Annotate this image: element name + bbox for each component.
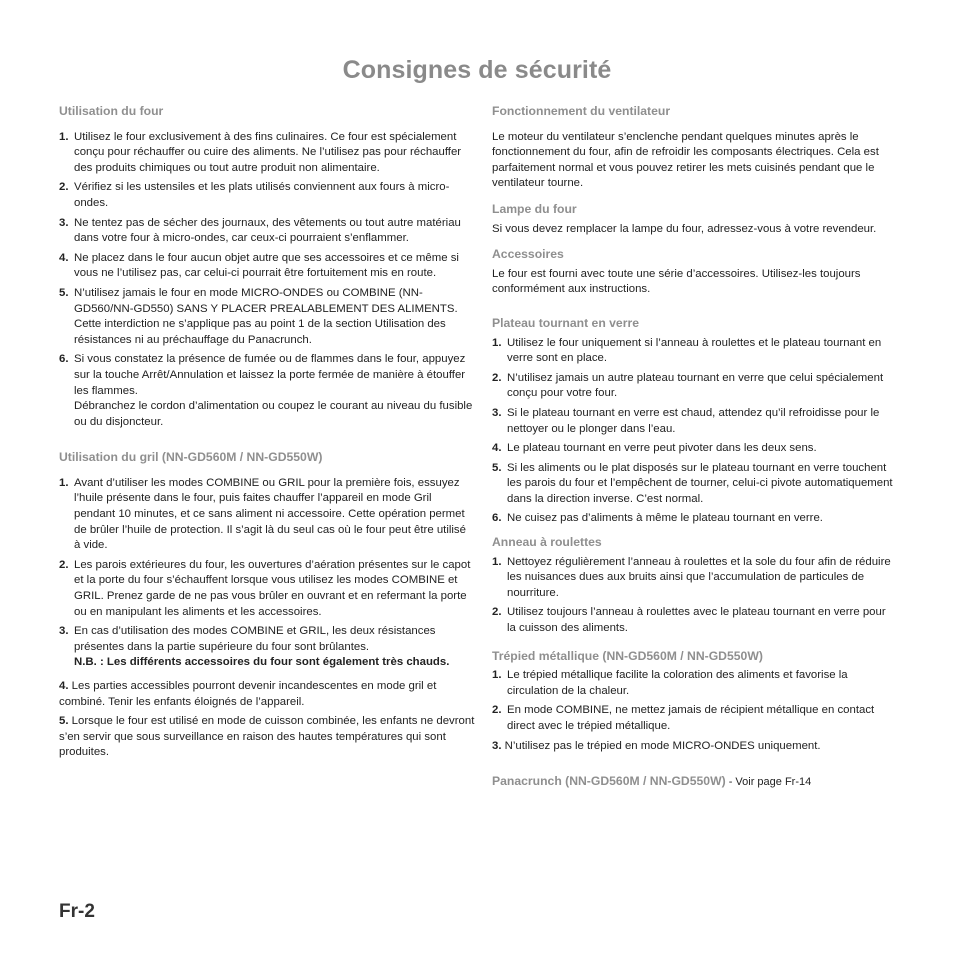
panacrunch-line xyxy=(492,774,896,791)
section-title-plateau: Plateau tournant en verre xyxy=(492,315,639,330)
section-title-trepied: Trépied métallique (NN-GD560M / NN-GD550W) xyxy=(492,648,763,663)
section-title-panacrunch: Panacrunch (NN-GD560M / NN-GD550W) xyxy=(492,774,726,789)
list-item: 1. Avant d’utiliser les modes COMBINE ou GRIL pour la première fois, essuyez l’huile présente dans le four, puis faites chauffer l’appareil en mode Gril pendant 10 minutes, et ce sans aliment ni accessoire. Cette opération permet de brûler l’huile de protection. Il s’agit là du seul cas où le four peut être utilisé à vide. xyxy=(59,476,466,552)
list-item: 1. Utilisez le four exclusivement à des fins culinaires. Ce four est spécialement conçu pour réchauffer ou cuire des aliments. Ne l’utilisez pas pour réchauffer des produits chimiques ou tout autre produit non alimentaire. xyxy=(59,130,462,174)
section-title-lampe: Lampe du four xyxy=(492,201,577,216)
right-column xyxy=(492,104,896,791)
list-item: 5. N’utilisez jamais le four en mode MICRO-ONDES ou COMBINE (NN-GD560/NN-GD550) SANS Y PLACER PREALABLEMENT DES ALIMENTS. Cette interdiction ne s’applique pas au point 1 de la section Utilisation des résistances ni au préchauffage du Panacrunch. xyxy=(59,286,458,346)
list-item: 3. Ne tentez pas de sécher des journaux, des vêtements ou tout autre matériau dans votre four à micro-ondes, car ceux-ci pourraient s’enflammer. xyxy=(59,216,461,245)
paragraph-ventilateur: Le moteur du ventilateur s’enclenche pendant quelques minutes après le fonctionnement du four, afin de refroidir les composants électriques. Cela est parfaitement normal et vous pouvez retirer les mets cuisinés pendant que le ventilateur tourne. xyxy=(492,130,879,190)
list-trepied-continued xyxy=(492,739,896,755)
list-utilisation-gril xyxy=(59,476,475,671)
paragraph-accessoires: Le four est fourni avec toute une série d’accessoires. Utilisez-les toujours conformément aux instructions. xyxy=(492,267,861,296)
list-item: 2. Les parois extérieures du four, les ouvertures d’aération présentes sur le capot et la porte du four s’échauffent lorsque vous utilisez les modes COMBINE et GRIL. Prenez garde de ne pas vous brûler en ouvrant et en refermant la porte ou en manipulant les aliments et les accessoires. xyxy=(59,558,471,618)
list-plateau xyxy=(492,336,896,528)
list-utilisation-four xyxy=(59,130,475,431)
list-item: 5. Lorsque le four est utilisé en mode de cuisson combinée, les enfants ne devront s’en servir que sous surveillance en raison des hautes températures qui sont produites. xyxy=(59,715,475,759)
list-item: 6. Si vous constatez la présence de fumée ou de flammes dans le four, appuyez sur la touche Arrêt/Annulation et laissez la porte fermée de manière à étouffer les flammes. Débranchez le cordon d’alimentation ou coupez le courant au niveau du fusible ou du disjoncteur. xyxy=(59,353,473,428)
left-column xyxy=(59,104,475,769)
list-item: 2. Vérifiez si les ustensiles et les plats utilisés conviennent aux fours à micro-ondes. xyxy=(59,181,450,209)
section-title-utilisation-gril: Utilisation du gril (NN-GD560M / NN-GD550W) xyxy=(59,450,323,465)
list-trepied xyxy=(492,668,896,734)
list-item: 2. Utilisez toujours l’anneau à roulettes avec le plateau tournant en verre pour la cuisson des aliments. xyxy=(492,606,886,635)
list-item: 3. Si le plateau tournant en verre est chaud, attendez qu’il refroidisse pour le nettoyer ou le plonger dans l’eau. xyxy=(492,406,880,435)
list-item: 2. N’utilisez jamais un autre plateau tournant en verre que celui spécialement conçu pour votre four. xyxy=(492,371,884,400)
panacrunch-page-reference: - Voir page Fr-14 xyxy=(725,776,812,789)
page-title: Consignes de sécurité xyxy=(342,56,612,84)
list-item: 6. Ne cuisez pas d’aliments à même le plateau tournant en verre. xyxy=(492,512,823,525)
section-title-accessoires: Accessoires xyxy=(492,247,564,262)
paragraph-lampe: Si vous devez remplacer la lampe du four, adressez-vous à votre revendeur. xyxy=(492,222,877,235)
list-item: 4. Ne placez dans le four aucun objet autre que ses accessoires et ce même si vous ne l’utilisez pas, car celui-ci pourrait être fortuitement mis en route. xyxy=(59,251,459,280)
list-utilisation-gril-continued xyxy=(59,679,475,761)
list-item: 4. Les parties accessibles pourront devenir incandescentes en mode gril et combiné. Tenir les enfants éloignés de l’appareil. xyxy=(59,680,437,708)
page-number: Fr-2 xyxy=(59,901,95,922)
list-item: 3. N’utilisez pas le trépied en mode MICRO-ONDES uniquement. xyxy=(492,739,821,752)
section-title-ventilateur: Fonctionnement du ventilateur xyxy=(492,104,671,118)
section-title-utilisation-four: Utilisation du four xyxy=(59,104,164,118)
nb-note: N.B. : Les différents accessoires du four sont également très chauds. xyxy=(74,656,450,669)
list-item: 1. Le trépied métallique facilite la coloration des aliments et favorise la circulation de la chaleur. xyxy=(492,669,848,697)
list-item: 3. En cas d’utilisation des modes COMBINE et GRIL, les deux résistances présentes dans la partie supérieure du four sont brûlantes. N.B. : Les différents accessoires du four sont également très chauds. xyxy=(59,624,475,671)
list-item: 5. Si les aliments ou le plat disposés sur le plateau tournant en verre touchent les parois du four et l’empêchent de tourner, celui-ci pivote automatiquement dans la direction inverse. C’est normal. xyxy=(492,461,893,505)
list-item: 4. Le plateau tournant en verre peut pivoter dans les deux sens. xyxy=(492,442,817,455)
list-anneau xyxy=(492,555,896,637)
section-title-anneau: Anneau à roulettes xyxy=(492,535,602,550)
list-item: 1. Utilisez le four uniquement si l’anneau à roulettes et le plateau tournant en verre sont en place. xyxy=(492,336,882,365)
list-item: 2. En mode COMBINE, ne mettez jamais de récipient métallique en contact direct avec le trépied métallique. xyxy=(492,704,875,732)
list-item: 1. Nettoyez régulièrement l’anneau à roulettes et la sole du four afin de réduire les nuisances dues aux bruits ainsi que l’accumulation de particules de nourriture. xyxy=(492,555,891,599)
